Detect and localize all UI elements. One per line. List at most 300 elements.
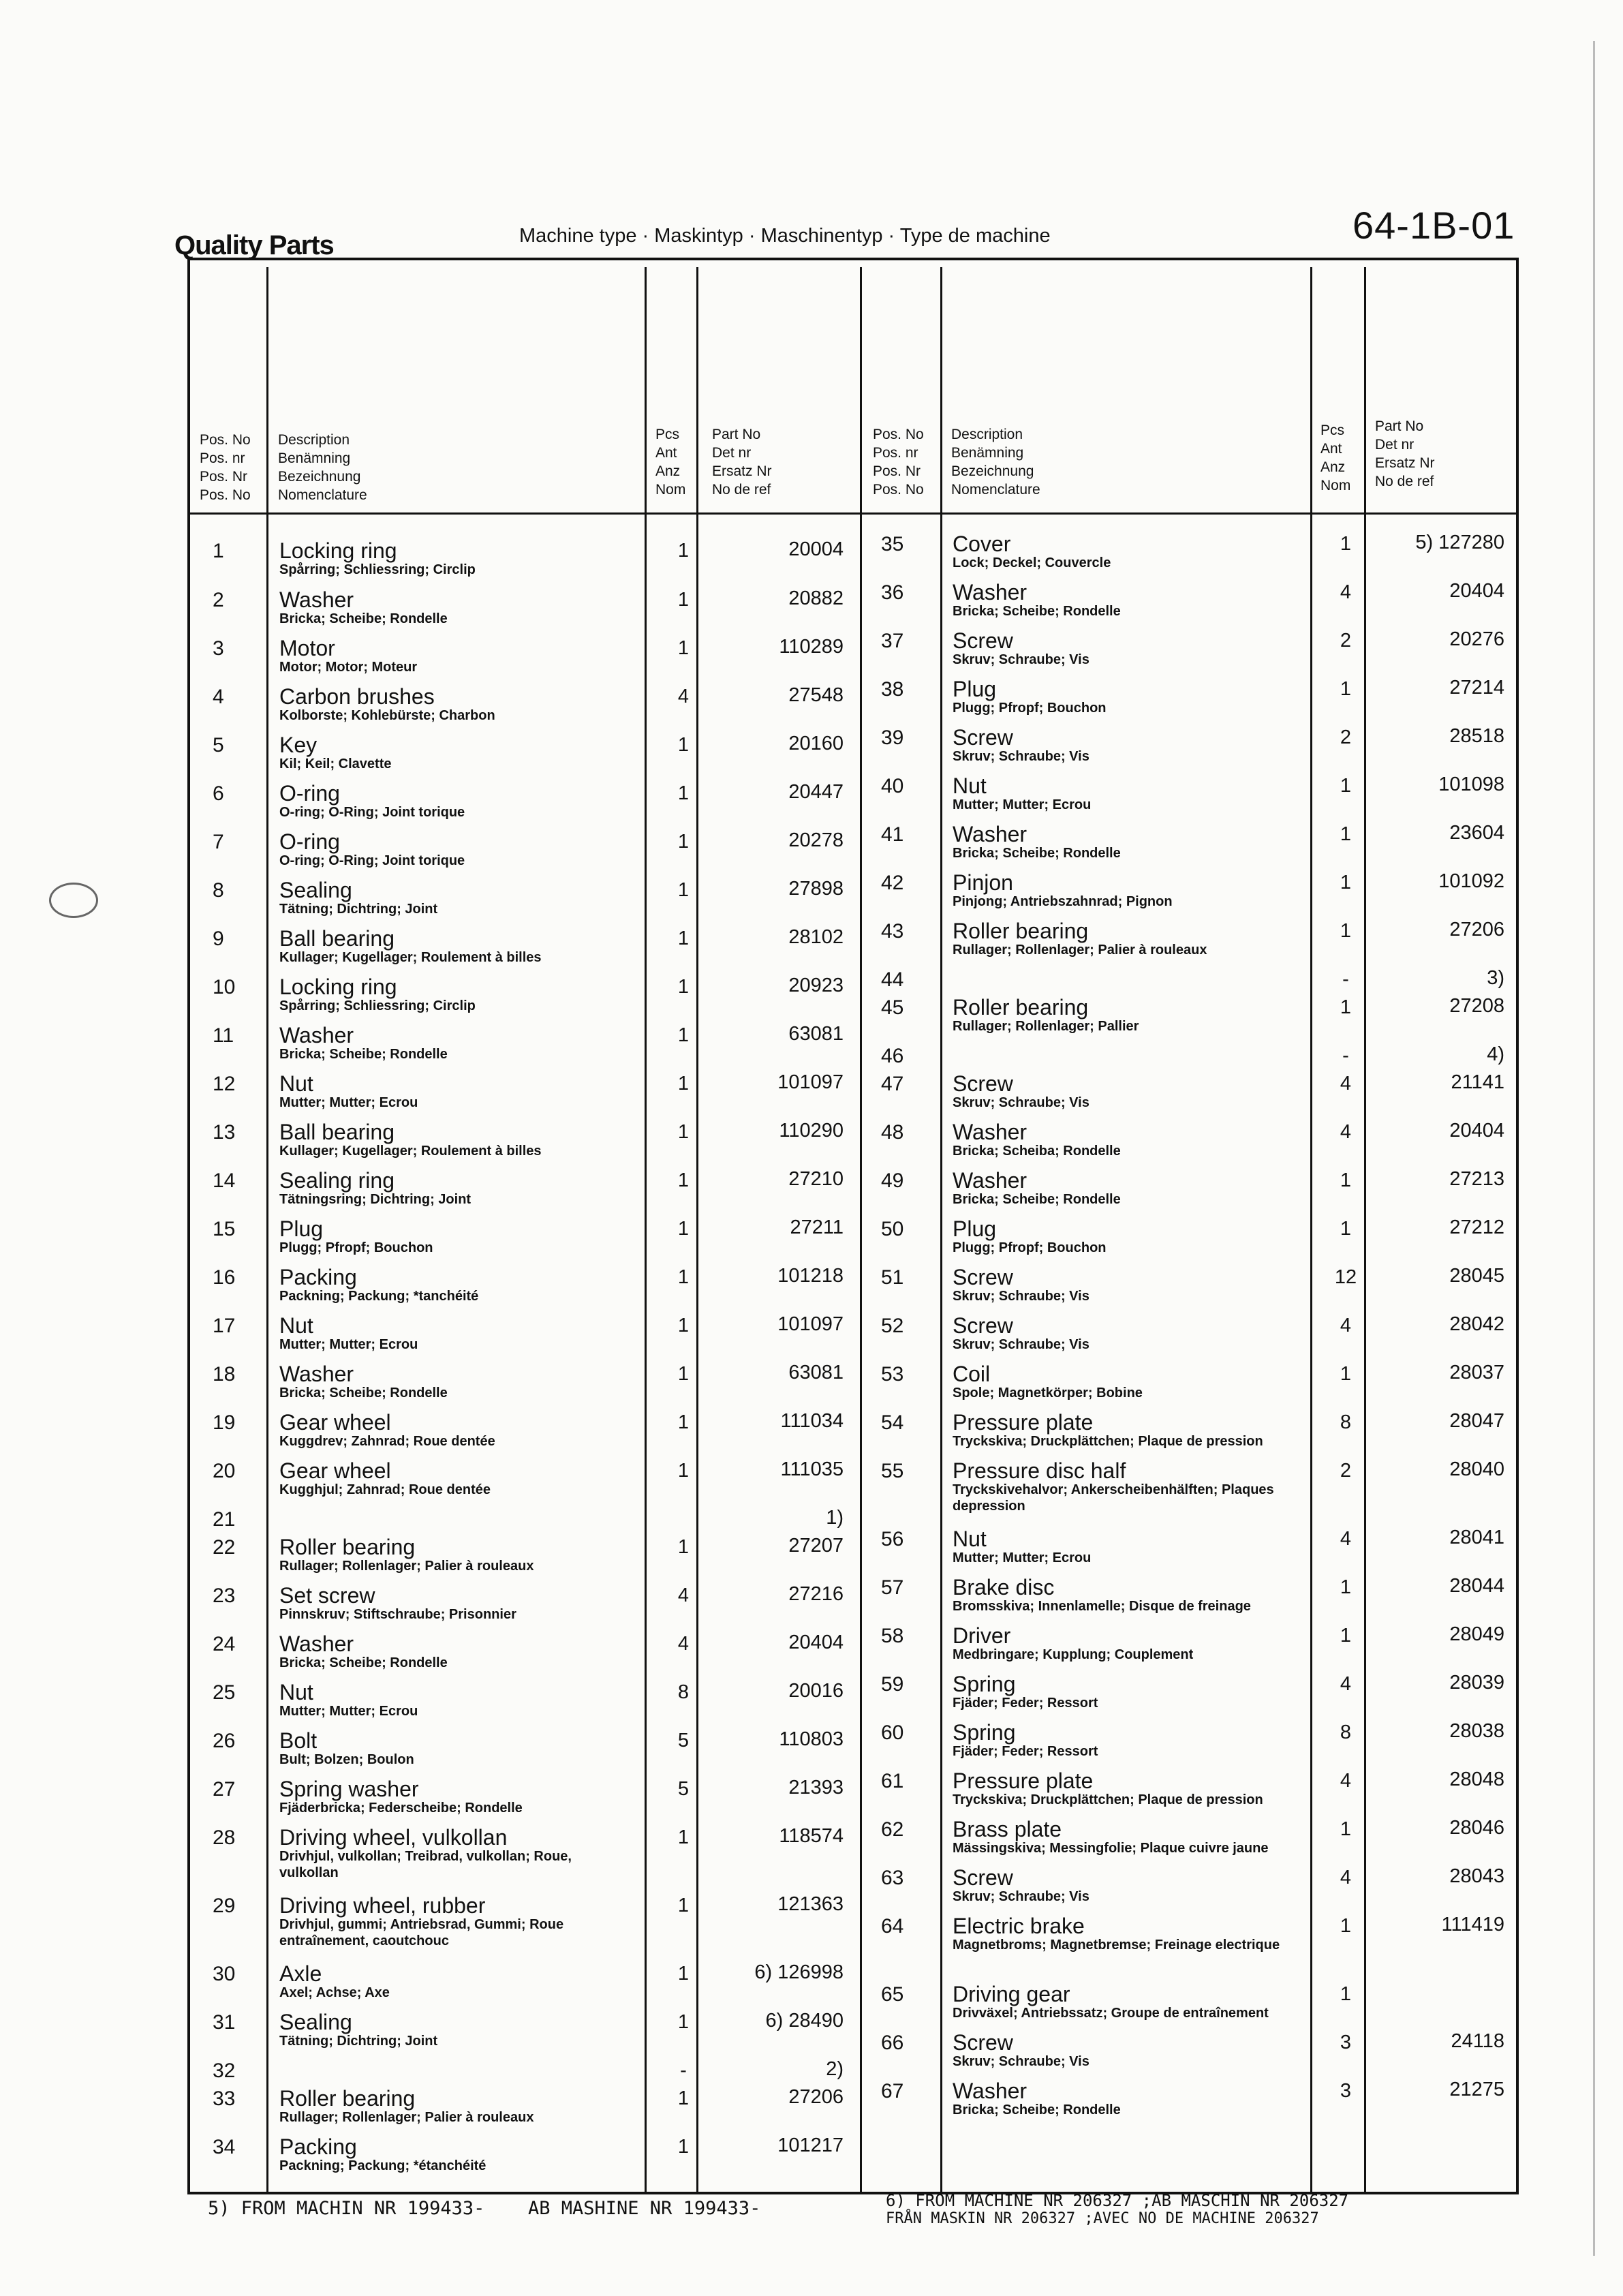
part-name-translations: Pinjong; Antriebszahnrad; Pignon [953, 894, 1173, 909]
part-number: 27211 [790, 1216, 844, 1238]
part-name: Nut [279, 1313, 313, 1338]
part-number: 27208 [1449, 995, 1504, 1017]
part-name-translations: Bricka; Scheibe; Rondelle [953, 1192, 1121, 1207]
pos-number: 39 [881, 726, 904, 749]
part-name-translations: Bricka; Scheibe; Rondelle [279, 1047, 448, 1062]
quantity: 4 [1340, 1121, 1352, 1143]
part-name: Washer [279, 1362, 354, 1386]
part-name: Sealing [279, 878, 352, 902]
part-name: Electric brake [953, 1914, 1085, 1938]
part-name-translations: Tryckskivehalvor; Ankerscheibenhälften; Plaques depression [953, 1482, 1274, 1514]
part-number: 28038 [1449, 1720, 1504, 1742]
quantity: 8 [677, 1681, 690, 1703]
part-name-translations: Rullager; Rollenlager; Palier à rouleaux [279, 1559, 534, 1574]
part-name-translations: Rullager; Rollenlager; Palier à rouleaux [279, 2110, 534, 2125]
part-number: 27206 [1449, 919, 1504, 940]
part-name-translations: Bricka; Scheibe; Rondelle [953, 846, 1121, 861]
part-name-translations: Packning; Packung; *tanchéité [279, 1289, 479, 1304]
part-number: 28048 [1449, 1769, 1504, 1790]
quantity: 1 [1340, 1625, 1352, 1647]
part-number: 20923 [788, 975, 844, 996]
quantity: 1 [1340, 920, 1352, 942]
part-name: Pressure plate [953, 1410, 1094, 1435]
part-name: Driving wheel, vulkollan [279, 1825, 508, 1850]
part-number: 101098 [1438, 774, 1504, 795]
part-name-translations: Mutter; Mutter; Ecrou [279, 1337, 418, 1352]
pos-number: 31 [213, 2011, 236, 2034]
pos-number: 60 [881, 1721, 904, 1744]
quantity: 1 [1340, 775, 1352, 797]
part-name: Sealing [279, 2010, 352, 2034]
pos-number: 2 [213, 589, 224, 611]
part-number: 21141 [1451, 1071, 1504, 1093]
part-name-translations: Rullager; Rollenlager; Pallier [953, 1019, 1139, 1034]
quantity: 1 [677, 637, 690, 659]
part-name-translations: Kullager; Kugellager; Roulement à billes [279, 1144, 542, 1159]
pos-number: 63 [881, 1867, 904, 1889]
pos-number: 7 [213, 831, 224, 853]
pos-number: 4 [213, 686, 224, 708]
part-name: Roller bearing [953, 995, 1089, 1020]
pos-number: 13 [213, 1121, 236, 1144]
part-number: 28039 [1449, 1672, 1504, 1694]
pos-number: 37 [881, 630, 904, 652]
part-name-translations: Tätning; Dichtring; Joint [279, 902, 438, 917]
quantity: 1 [677, 1121, 690, 1143]
part-name: Sealing ring [279, 1168, 395, 1193]
pos-number: 20 [213, 1460, 236, 1482]
part-name-translations: Plugg; Pfropf; Bouchon [279, 1240, 433, 1255]
pos-number: 6 [213, 782, 224, 805]
part-number: 20882 [788, 587, 844, 609]
pos-number: 40 [881, 775, 904, 797]
part-name: Set screw [279, 1583, 375, 1608]
part-name: Pressure plate [953, 1769, 1094, 1793]
quantity: 4 [1340, 1673, 1352, 1695]
part-name-translations: Pinnskruv; Stiftschraube; Prisonnier [279, 1607, 516, 1622]
pos-number: 30 [213, 1963, 236, 1985]
column-divider [645, 267, 647, 2194]
part-name-translations: Skruv; Schraube; Vis [953, 1337, 1089, 1352]
machine-type-label: Machine type · Maskintyp · Maschinentyp · Type de machine [519, 225, 1051, 247]
staple-hole [49, 883, 98, 918]
part-number: 28047 [1449, 1410, 1504, 1432]
part-name: Bolt [279, 1728, 318, 1753]
brand-title: Quality Parts [174, 230, 334, 260]
quantity: 1 [677, 1315, 690, 1336]
part-name-translations: Bult; Bolzen; Boulon [279, 1752, 414, 1767]
quantity: 1 [677, 1826, 690, 1848]
pos-number: 27 [213, 1778, 236, 1801]
part-name: Screw [953, 1865, 1013, 1890]
quantity: 12 [1334, 1266, 1357, 1288]
quantity: 8 [1340, 1411, 1352, 1433]
part-name-translations: Lock; Deckel; Couvercle [953, 555, 1111, 570]
header-description-right: Description Benämning Bezeichnung Nomenclature [951, 427, 1040, 498]
part-number: 4) [1487, 1043, 1504, 1065]
part-name: Screw [953, 628, 1013, 653]
pos-number: 14 [213, 1169, 236, 1192]
part-number: 28046 [1449, 1817, 1504, 1839]
document-number: 64-1B-01 [1352, 204, 1515, 247]
part-name-translations: Bricka; Scheibe; Rondelle [279, 611, 448, 626]
quantity: 4 [677, 1585, 690, 1606]
pos-number: 41 [881, 823, 904, 846]
part-name: Brass plate [953, 1817, 1062, 1841]
quantity: 1 [1340, 996, 1352, 1018]
pos-number: 49 [881, 1169, 904, 1192]
footnote-6-line2: FRÅN MASKIN NR 206327 ;AVEC NO DE MACHINE 206327 [886, 2210, 1319, 2227]
part-name-translations: O-ring; O-Ring; Joint torique [279, 805, 465, 820]
part-number: 20276 [1449, 628, 1504, 650]
part-name-translations: Rullager; Rollenlager; Palier à rouleaux [953, 943, 1207, 958]
part-name: Washer [953, 1120, 1027, 1144]
part-name-translations: Fjäder; Feder; Ressort [953, 1696, 1098, 1711]
part-name: Plug [279, 1216, 324, 1241]
quantity: 1 [677, 540, 690, 562]
quantity: 2 [1340, 1460, 1352, 1482]
part-name-translations: Mässingskiva; Messingfolie; Plaque cuivre jaune [953, 1841, 1269, 1856]
part-number: 24118 [1451, 2030, 1504, 2052]
pos-number: 8 [213, 879, 224, 902]
part-number: 27898 [788, 878, 844, 900]
part-name: Washer [279, 587, 354, 612]
part-number: 28040 [1449, 1458, 1504, 1480]
pos-number: 64 [881, 1915, 904, 1938]
part-number: 2) [826, 2058, 844, 2080]
quantity: 1 [1340, 1169, 1352, 1191]
part-number: 20404 [788, 1632, 844, 1653]
quantity: 1 [677, 976, 690, 998]
part-name: Washer [953, 822, 1027, 846]
part-number: 20404 [1449, 1120, 1504, 1142]
part-number: 21275 [1449, 2079, 1504, 2100]
part-name-translations: Skruv; Schraube; Vis [953, 652, 1089, 667]
part-name-translations: Tätningsring; Dichtring; Joint [279, 1192, 472, 1207]
quantity: 1 [677, 589, 690, 611]
part-name-translations: Mutter; Mutter; Ecrou [279, 1095, 418, 1110]
part-name: Screw [953, 1071, 1013, 1096]
part-name-translations: Skruv; Schraube; Vis [953, 1889, 1089, 1904]
header-part-no-right: Part No Det nr Ersatz Nr No de ref [1375, 418, 1435, 489]
part-name: Nut [953, 774, 987, 798]
column-divider [1310, 267, 1312, 2194]
quantity: 1 [677, 734, 690, 756]
part-name-translations: Bricka; Scheibe; Rondelle [953, 604, 1121, 619]
quantity: 1 [677, 928, 690, 949]
part-name: Roller bearing [279, 1535, 416, 1559]
pos-number: 26 [213, 1730, 236, 1752]
part-name: Coil [953, 1362, 991, 1386]
part-number: 28044 [1449, 1575, 1504, 1597]
part-number: 20404 [1449, 580, 1504, 602]
part-name: Plug [953, 677, 997, 701]
part-name: Locking ring [279, 538, 397, 563]
part-name-translations: Kil; Keil; Clavette [279, 756, 392, 771]
quantity: 1 [1340, 872, 1352, 893]
part-name-translations: Bricka; Scheibe; Rondelle [279, 1655, 448, 1670]
part-number: 20278 [788, 829, 844, 851]
part-name-translations: Drivhjul, gummi; Antriebsrad, Gummi; Roue entraînement, caoutchouc [279, 1917, 564, 1948]
part-name: Roller bearing [279, 2086, 416, 2111]
part-name: Spring washer [279, 1777, 419, 1801]
pos-number: 9 [213, 928, 224, 950]
quantity: 3 [1340, 2032, 1352, 2053]
part-name: Locking ring [279, 975, 397, 999]
quantity: 1 [677, 879, 690, 901]
quantity: 1 [677, 2011, 690, 2033]
quantity: 4 [1340, 1315, 1352, 1336]
part-number: 111419 [1441, 1914, 1504, 1935]
pos-number: 16 [213, 1266, 236, 1289]
part-number: 101217 [777, 2134, 844, 2156]
quantity: 1 [677, 1460, 690, 1482]
part-name-translations: Skruv; Schraube; Vis [953, 1095, 1089, 1110]
pos-number: 22 [213, 1536, 236, 1559]
pos-number: 29 [213, 1895, 236, 1917]
part-number: 121363 [777, 1893, 844, 1915]
part-number: 101097 [777, 1071, 844, 1093]
quantity: 1 [677, 1363, 690, 1385]
quantity: 1 [677, 1536, 690, 1558]
part-name-translations: Medbringare; Kupplung; Couplement [953, 1647, 1194, 1662]
pos-number: 56 [881, 1528, 904, 1550]
quantity: 4 [1340, 1528, 1352, 1550]
quantity: 1 [677, 2136, 690, 2158]
pos-number: 59 [881, 1673, 904, 1696]
quantity: 4 [677, 1633, 690, 1655]
part-name-translations: Skruv; Schraube; Vis [953, 749, 1089, 764]
part-name-translations: Mutter; Mutter; Ecrou [953, 1550, 1092, 1565]
part-name-translations: Drivväxel; Antriebssatz; Groupe de entraînement [953, 2006, 1269, 2021]
quantity: 1 [677, 2087, 690, 2109]
part-name-translations: Bricka; Scheibe; Rondelle [953, 2102, 1121, 2117]
part-number: 20004 [788, 538, 844, 560]
quantity: 2 [1340, 726, 1352, 748]
part-name-translations: Mutter; Mutter; Ecrou [279, 1704, 418, 1719]
part-name-translations: Spårring; Schliessring; Circlip [279, 998, 476, 1013]
part-number: 101097 [777, 1313, 844, 1335]
pos-number: 48 [881, 1121, 904, 1144]
header-divider [187, 512, 1519, 515]
part-name-translations: Spårring; Schliessring; Circlip [279, 562, 476, 577]
part-name: Carbon brushes [279, 684, 435, 709]
header-pcs-right: Pcs Ant Anz Nom [1320, 423, 1351, 493]
column-divider [940, 267, 942, 2194]
part-name: Pressure disc half [953, 1458, 1126, 1483]
pos-number: 43 [881, 920, 904, 943]
pos-number: 25 [213, 1681, 236, 1704]
pos-number: 5 [213, 734, 224, 756]
part-name-translations: Tryckskiva; Druckplättchen; Plaque de pression [953, 1434, 1263, 1449]
pos-number: 38 [881, 678, 904, 701]
part-number: 101092 [1438, 870, 1504, 892]
part-name: Key [279, 733, 318, 757]
part-number: 27548 [788, 684, 844, 706]
pos-number: 58 [881, 1625, 904, 1647]
part-number: 1) [826, 1507, 844, 1529]
pos-number: 36 [881, 581, 904, 604]
part-number: 20160 [788, 733, 844, 754]
column-divider [266, 267, 268, 2194]
part-name: O-ring [279, 829, 340, 854]
quantity: 4 [1340, 581, 1352, 603]
quantity: 1 [677, 1024, 690, 1046]
pos-number: 51 [881, 1266, 904, 1289]
page-edge [1593, 41, 1595, 2256]
part-name-translations: O-ring; O-Ring; Joint torique [279, 853, 465, 868]
part-name: Washer [953, 580, 1027, 604]
part-number: 101218 [777, 1265, 844, 1287]
part-name-translations: Plugg; Pfropf; Bouchon [953, 701, 1107, 716]
part-number: 28042 [1449, 1313, 1504, 1335]
part-name-translations: Mutter; Mutter; Ecrou [953, 797, 1092, 812]
part-number: 27206 [788, 2086, 844, 2108]
part-number: 21393 [788, 1777, 844, 1798]
quantity: 1 [1340, 1218, 1352, 1240]
part-number: 111034 [780, 1410, 844, 1432]
part-number: 118574 [779, 1825, 844, 1847]
pos-number: 19 [213, 1411, 236, 1434]
header-pos: Pos. No Pos. nr Pos. Nr Pos. No [200, 432, 251, 503]
pos-number: 34 [213, 2136, 236, 2158]
part-name-translations: Tätning; Dichtring; Joint [279, 2034, 438, 2049]
part-number: 3) [1487, 967, 1504, 989]
quantity: 1 [677, 1411, 690, 1433]
header-part-no: Part No Det nr Ersatz Nr No de ref [712, 427, 772, 498]
pos-number: 47 [881, 1073, 904, 1095]
pos-number: 53 [881, 1363, 904, 1386]
part-number: 27207 [788, 1535, 844, 1557]
part-name: Screw [953, 2030, 1013, 2055]
pos-number: 15 [213, 1218, 236, 1240]
pos-number: 65 [881, 1983, 904, 2006]
pos-number: 10 [213, 976, 236, 998]
pos-number: 62 [881, 1818, 904, 1841]
quantity: 1 [1340, 533, 1352, 555]
header-pcs: Pcs Ant Anz Nom [655, 427, 686, 498]
pos-number: 17 [213, 1315, 236, 1337]
pos-number: 57 [881, 1576, 904, 1599]
part-name: Axle [279, 1961, 322, 1986]
pos-number: 45 [881, 996, 904, 1019]
pos-number: 1 [213, 540, 224, 562]
part-name-translations: Bricka; Scheiba; Rondelle [953, 1144, 1121, 1159]
quantity: 1 [677, 1218, 690, 1240]
part-name: Brake disc [953, 1575, 1055, 1599]
quantity: 3 [1340, 2080, 1352, 2102]
part-name-translations: Skruv; Schraube; Vis [953, 1289, 1089, 1304]
quantity: 4 [1340, 1073, 1352, 1095]
part-number: 27213 [1449, 1168, 1504, 1190]
part-number: 23604 [1449, 822, 1504, 844]
quantity: 5 [677, 1730, 690, 1751]
quantity: 1 [1340, 1363, 1352, 1385]
quantity: 1 [1340, 1576, 1352, 1598]
part-name: Packing [279, 2134, 357, 2159]
part-name-translations: Plugg; Pfropf; Bouchon [953, 1240, 1107, 1255]
header-pos-right: Pos. No Pos. nr Pos. Nr Pos. No [873, 427, 924, 498]
quantity: 8 [1340, 1721, 1352, 1743]
pos-number: 11 [213, 1024, 234, 1047]
pos-number: 21 [213, 1508, 236, 1531]
part-name: Nut [953, 1527, 987, 1551]
pos-number: 52 [881, 1315, 904, 1337]
part-number: 28041 [1449, 1527, 1504, 1548]
quantity: 2 [1340, 630, 1352, 652]
part-number: 111035 [780, 1458, 844, 1480]
footnote-6-line1: 6) FROM MACHINE NR 206327 ;AB MASCHIN NR 206327 [886, 2191, 1349, 2210]
part-name: Washer [953, 2079, 1027, 2103]
quantity: 1 [677, 1169, 690, 1191]
part-name: Ball bearing [279, 1120, 395, 1144]
part-name-translations: Kolborste; Kohlebürste; Charbon [279, 708, 495, 723]
quantity: 1 [677, 1963, 690, 1985]
pos-number: 66 [881, 2032, 904, 2054]
part-number: 27212 [1449, 1216, 1504, 1238]
pos-number: 3 [213, 637, 224, 660]
part-name-translations: Kullager; Kugellager; Roulement à billes [279, 950, 542, 965]
part-number: 28037 [1449, 1362, 1504, 1383]
pos-number: 32 [213, 2060, 236, 2082]
part-name: Motor [279, 636, 335, 660]
part-name: O-ring [279, 781, 340, 806]
part-name: Spring [953, 1672, 1016, 1696]
part-number: 110803 [779, 1728, 844, 1750]
part-name: Screw [953, 1313, 1013, 1338]
part-name-translations: Drivhjul, vulkollan; Treibrad, vulkollan; Roue, vulkollan [279, 1849, 572, 1880]
quantity: 1 [677, 1266, 690, 1288]
part-name: Cover [953, 532, 1011, 556]
part-name-translations: Bromsskiva; Innenlamelle; Disque de freinage [953, 1599, 1251, 1614]
quantity: 4 [1340, 1770, 1352, 1792]
pos-number: 46 [881, 1045, 904, 1067]
quantity: 1 [677, 1073, 690, 1095]
pos-number: 44 [881, 968, 904, 991]
pos-number: 55 [881, 1460, 904, 1482]
quantity: 1 [1340, 678, 1352, 700]
footnote-5-ab: AB MASHINE NR 199433- [528, 2198, 761, 2219]
part-number: 5) 127280 [1415, 532, 1504, 553]
pos-number: 12 [213, 1073, 236, 1095]
part-number: 28049 [1449, 1623, 1504, 1645]
quantity: 1 [1340, 823, 1352, 845]
part-name-translations: Spole; Magnetkörper; Bobine [953, 1386, 1143, 1400]
pos-number: 42 [881, 872, 904, 894]
part-name-translations: Tryckskiva; Druckplättchen; Plaque de pression [953, 1792, 1263, 1807]
pos-number: 18 [213, 1363, 236, 1386]
part-name: Gear wheel [279, 1410, 391, 1435]
part-name: Washer [953, 1168, 1027, 1193]
part-name: Nut [279, 1680, 313, 1704]
pos-number: 50 [881, 1218, 904, 1240]
part-number: 20447 [788, 781, 844, 803]
quantity: 1 [1340, 1915, 1352, 1937]
quantity: 5 [677, 1778, 690, 1800]
part-name: Screw [953, 725, 1013, 750]
quantity: 4 [677, 686, 690, 707]
part-name: Screw [953, 1265, 1013, 1289]
part-number: 20016 [788, 1680, 844, 1702]
pos-number: 33 [213, 2087, 236, 2110]
part-number: 6) 28490 [765, 2010, 844, 2032]
part-name: Roller bearing [953, 919, 1089, 943]
part-name-translations: Axel; Achse; Axe [279, 1985, 390, 2000]
pos-number: 35 [881, 533, 904, 555]
part-number: 28518 [1449, 725, 1504, 747]
part-number: 110290 [779, 1120, 844, 1142]
part-name: Washer [279, 1632, 354, 1656]
